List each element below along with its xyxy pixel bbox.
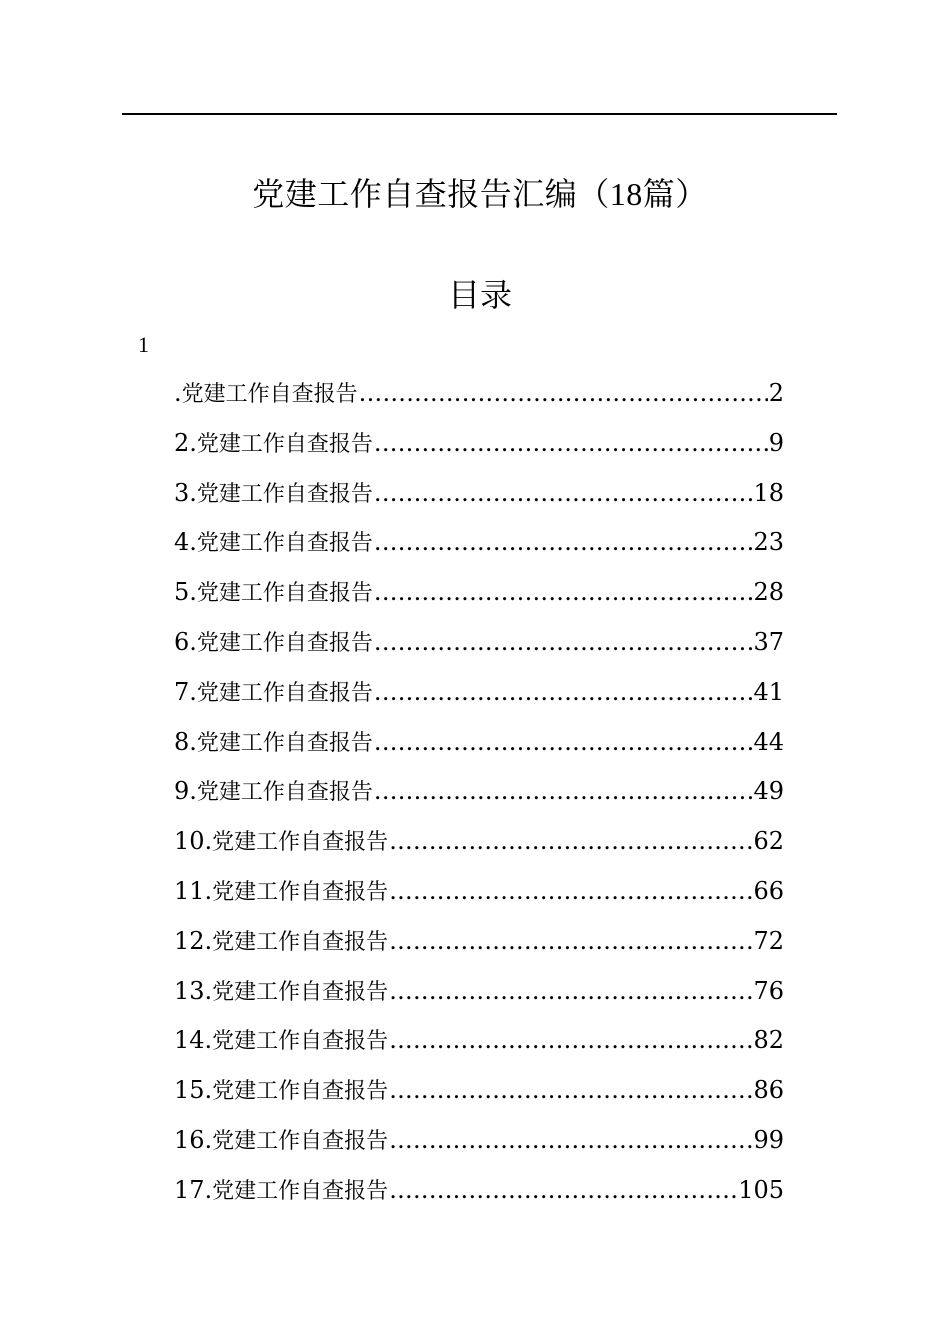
toc-entry-title: 党建工作自查报告 (212, 1029, 389, 1055)
toc-entry-number: 9. (174, 777, 197, 806)
toc-entry[interactable] (174, 1072, 784, 1122)
toc-entry-leader-dots (389, 1172, 737, 1208)
toc-entry[interactable] (174, 1122, 784, 1172)
toc-heading: 目录 (447, 276, 512, 314)
toc-entry[interactable] (174, 773, 784, 823)
toc-entry[interactable] (174, 823, 784, 873)
toc-entry-leader-dots (389, 1122, 752, 1158)
toc-entry-label (174, 524, 373, 562)
document-title-count: 18 (609, 176, 643, 212)
document-title-suffix: 篇） (642, 175, 708, 213)
toc-entry-number: 13. (174, 976, 213, 1005)
toc-entry-page-number: 23 (753, 528, 784, 557)
toc-entry-title: 党建工作自查报告 (181, 382, 358, 407)
toc-entry-number: 6. (174, 627, 197, 656)
toc-entry-title: 党建工作自查报告 (196, 481, 373, 507)
toc-entry-number: 10. (174, 827, 213, 856)
toc-entry-title: 党建工作自查报告 (212, 1079, 389, 1105)
toc-entry-label (174, 1022, 388, 1060)
toc-entry-title: 党建工作自查报告 (196, 581, 373, 607)
toc-entry[interactable] (174, 574, 784, 624)
toc-entry-leader-dots (389, 973, 752, 1009)
toc-entry[interactable] (174, 524, 784, 574)
toc-entry-title: 党建工作自查报告 (196, 780, 373, 806)
toc-entry-page-number: 49 (753, 777, 784, 806)
toc-entry-number: 4. (174, 528, 197, 557)
toc-entry-label (174, 425, 373, 463)
toc-entry-label (174, 1072, 388, 1110)
toc-entry-leader-dots (374, 773, 753, 809)
toc-entry-label (174, 674, 373, 712)
toc-entry-number: 16. (174, 1125, 213, 1154)
toc-entry-page-number: 86 (753, 1076, 784, 1105)
document-title (0, 170, 950, 218)
table-of-contents (174, 375, 784, 1222)
toc-entry-number: 17. (174, 1175, 213, 1204)
toc-entry-number: 11. (174, 876, 213, 905)
toc-entry-label (174, 574, 373, 612)
toc-entry-page-number: 72 (753, 926, 784, 955)
document-title-text: 党建工作自查报告汇编（ (252, 175, 610, 213)
toc-entry[interactable] (174, 873, 784, 923)
toc-entry[interactable] (174, 973, 784, 1023)
toc-entry-number: 3. (174, 478, 197, 507)
toc-entry-leader-dots (374, 724, 753, 760)
toc-entry-number: 14. (174, 1026, 213, 1055)
toc-entry-label (174, 1122, 388, 1160)
toc-entry-number: 5. (174, 578, 197, 607)
toc-entry-leader-dots (389, 923, 752, 959)
toc-entry-label (174, 624, 373, 662)
toc-entry-title: 党建工作自查报告 (212, 1128, 389, 1154)
toc-entry-title: 党建工作自查报告 (196, 680, 373, 706)
toc-entry-label (174, 823, 388, 861)
toc-entry-title: 党建工作自查报告 (196, 730, 373, 756)
toc-entry-page-number: 82 (753, 1026, 784, 1055)
toc-entry-page-number: 99 (753, 1125, 784, 1154)
toc-entry[interactable] (174, 923, 784, 973)
toc-entry-number: 15. (174, 1076, 213, 1105)
toc-entry-page-number: 44 (753, 727, 784, 756)
toc-entry-leader-dots (389, 873, 752, 909)
stray-number: 1 (138, 332, 149, 357)
toc-entry-page-number: 76 (753, 976, 784, 1005)
toc-entry-page-number: 41 (753, 677, 784, 706)
toc-entry[interactable] (174, 1022, 784, 1072)
header-rule (122, 113, 837, 115)
toc-entry-number: 2. (174, 428, 197, 457)
toc-entry-leader-dots (374, 674, 753, 710)
toc-entry-label (174, 375, 358, 413)
toc-entry-title: 党建工作自查报告 (196, 431, 373, 457)
toc-entry-label (174, 1172, 388, 1210)
toc-entry-title: 党建工作自查报告 (196, 630, 373, 656)
toc-entry-label (174, 475, 373, 513)
toc-entry-leader-dots (389, 1072, 752, 1108)
toc-entry-page-number: 18 (753, 478, 784, 507)
toc-entry[interactable] (174, 425, 784, 475)
toc-entry-page-number: 37 (753, 627, 784, 656)
toc-entry-title: 党建工作自查报告 (212, 979, 389, 1005)
toc-entry-title: 党建工作自查报告 (212, 1178, 389, 1204)
toc-entry-page-number: 66 (753, 876, 784, 905)
toc-entry-number: 7. (174, 677, 197, 706)
toc-entry[interactable] (174, 724, 784, 774)
toc-entry[interactable] (174, 674, 784, 724)
toc-entry-label (174, 724, 373, 762)
toc-entry-label (174, 873, 388, 911)
toc-entry-label (174, 973, 388, 1011)
toc-entry-leader-dots (374, 624, 753, 660)
toc-entry[interactable] (174, 624, 784, 674)
toc-entry[interactable] (174, 475, 784, 525)
toc-entry-leader-dots (374, 574, 753, 610)
toc-entry-title: 党建工作自查报告 (212, 879, 389, 905)
toc-entry-page-number: 9 (768, 428, 784, 457)
toc-entry-number: 8. (174, 727, 197, 756)
toc-entry-label (174, 773, 373, 811)
toc-entry[interactable] (174, 1172, 784, 1222)
toc-entry-leader-dots (359, 375, 768, 411)
toc-entry-leader-dots (374, 524, 753, 560)
toc-entry[interactable] (174, 375, 784, 425)
toc-entry-leader-dots (389, 1022, 752, 1058)
toc-entry-title: 党建工作自查报告 (196, 531, 373, 557)
toc-entry-label (174, 923, 388, 961)
toc-entry-number: 12. (174, 926, 213, 955)
toc-entry-page-number: 2 (768, 379, 784, 407)
toc-entry-title: 党建工作自查报告 (212, 830, 389, 856)
toc-entry-leader-dots (389, 823, 752, 859)
toc-entry-page-number: 105 (738, 1175, 784, 1204)
toc-entry-page-number: 62 (753, 827, 784, 856)
toc-entry-leader-dots (374, 475, 753, 511)
toc-entry-leader-dots (374, 425, 768, 461)
toc-entry-number: . (174, 379, 182, 407)
toc-entry-title: 党建工作自查报告 (212, 929, 389, 955)
toc-entry-page-number: 28 (753, 578, 784, 607)
